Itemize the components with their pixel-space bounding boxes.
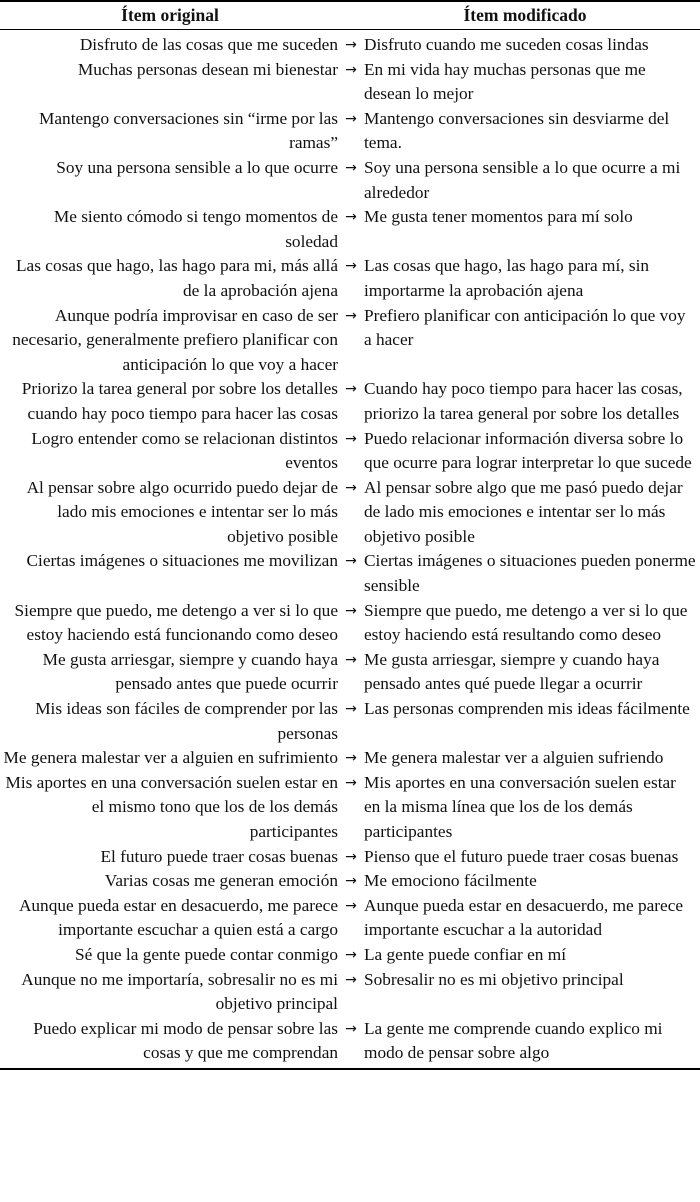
original-item-cell: Me siento cómodo si tengo momentos de soledad [53,207,338,251]
original-item-cell: Me genera malestar ver a alguien en sufrimiento [3,748,338,768]
modified-item-cell: Disfruto cuando me suceden cosas lindas [364,35,649,54]
right-arrow-icon: → [345,848,357,865]
table-row [0,894,700,943]
modified-item-cell: En mi vida hay muchas personas que me desean lo mejor [364,59,646,104]
right-arrow-icon: → [345,430,357,447]
table-row [0,869,700,894]
right-arrow-icon: → [345,1020,357,1037]
table-row [0,1017,700,1066]
table-row [0,968,700,1017]
original-item-cell: Muchas personas desean mi bienestar [77,59,338,79]
right-arrow-icon: → [345,946,357,963]
table-row [0,205,700,254]
modified-item-cell: La gente puede confiar en mí [364,944,566,964]
modified-item-cell: Puedo relacionar información diversa sobre lo que ocurre para lograr interpretar lo que sucede [364,428,692,473]
table-row [0,697,700,746]
modified-item-cell: Mis aportes en una conversación suelen estar en la misma línea que los de los demás participantes [364,772,676,841]
original-item-cell: Las cosas que hago, las hago para mi, más allá de la aprobación ajena [16,256,338,300]
table-row [0,746,700,771]
original-item-cell: Sé que la gente puede contar conmigo [75,944,338,964]
modified-item-cell: Pienso que el futuro puede traer cosas buenas [364,846,679,866]
right-arrow-icon: → [345,37,357,53]
table-row [0,156,700,205]
modified-item-cell: Siempre que puedo, me detengo a ver si lo que estoy haciendo está resultando como deseo [364,600,688,645]
right-arrow-icon: → [345,307,357,324]
original-item-cell: Aunque podría improvisar en caso de ser necesario, generalmente prefiero planificar con anticipación lo que voy a hacer [12,305,338,374]
modified-item-cell: Me emociono fácilmente [364,871,537,891]
original-item-cell: Ciertas imágenes o situaciones me movilizan [26,551,338,571]
original-item-cell: Puedo explicar mi modo de pensar sobre las cosas y que me comprendan [33,1018,338,1063]
modified-item-cell: Aunque pueda estar en desacuerdo, me parece importante escuchar a la autoridad [364,895,684,940]
table-row [0,304,700,378]
modified-item-cell: Prefiero planificar con anticipación lo que voy a hacer [364,305,686,350]
table-row [0,107,700,156]
original-item-cell: Disfruto de las cosas que me suceden [79,35,338,54]
right-arrow-icon: → [345,750,357,767]
table-row [0,58,700,107]
table-row [0,771,700,845]
modified-item-cell: Las personas comprenden mis ideas fácilmente [364,699,690,719]
modified-item-cell: Mantengo conversaciones sin desviarme del tema. [364,108,670,153]
modified-item-cell: Me genera malestar ver a alguien sufriendo [364,748,664,768]
table-row [0,845,700,870]
table-row [0,476,700,550]
original-item-cell: Varias cosas me generan emoción [104,871,338,891]
original-item-cell: Siempre que puedo, me detengo a ver si lo que estoy haciendo está funcionando como deseo [14,600,338,645]
modified-item-cell: Soy una persona sensible a lo que ocurre a mi alrededor [364,157,681,202]
table-body [0,30,700,1068]
right-arrow-icon: → [345,381,357,398]
table-row [0,648,700,697]
header-modified-item: Ítem modificado [463,5,587,25]
right-arrow-icon: → [345,209,357,226]
modified-item-cell: Me gusta tener momentos para mí solo [364,207,633,227]
modified-item-cell: Las cosas que hago, las hago para mí, sin importarme la aprobación ajena [364,256,650,300]
modified-item-cell: Sobresalir no es mi objetivo principal [364,969,624,989]
right-arrow-icon: → [345,701,357,718]
right-arrow-icon: → [345,258,357,275]
right-arrow-icon: → [345,873,357,890]
right-arrow-icon: → [345,651,357,668]
table-row [0,599,700,648]
original-item-cell: Aunque pueda estar en desacuerdo, me parece importante escuchar a quien está a cargo [18,895,338,940]
original-item-cell: Aunque no me importaría, sobresalir no es mi objetivo principal [21,969,338,1014]
header-original-item: Ítem original [121,5,219,25]
modified-item-cell: Me gusta arriesgar, siempre y cuando haya pensado antes qué puede llegar a ocurrir [364,649,660,694]
right-arrow-icon: → [345,971,357,988]
table-row [0,549,700,598]
table-row [0,33,700,58]
modified-item-cell: Cuando hay poco tiempo para hacer las cosas, priorizo la tarea general por sobre los detalles [364,379,683,423]
right-arrow-icon: → [345,479,357,496]
original-item-cell: Me gusta arriesgar, siempre y cuando haya pensado antes que puede ocurrir [42,649,338,694]
table-row [0,943,700,968]
modified-item-cell: La gente me comprende cuando explico mi modo de pensar sobre algo [364,1018,663,1063]
original-item-cell: Al pensar sobre algo ocurrido puedo dejar de lado mis emociones e intentar ser lo más objetivo posible [26,477,338,546]
right-arrow-icon: → [345,110,357,127]
right-arrow-icon: → [345,774,357,791]
original-item-cell: Mis ideas son fáciles de comprender por las personas [35,699,338,743]
right-arrow-icon: → [345,897,357,914]
original-item-cell: Soy una persona sensible a lo que ocurre [56,157,338,177]
right-arrow-icon: → [345,159,357,176]
original-item-cell: El futuro puede traer cosas buenas [100,846,338,866]
table-row [0,427,700,476]
right-arrow-icon: → [345,602,357,619]
original-item-cell: Priorizo la tarea general por sobre los detalles cuando hay poco tiempo para hacer las cosas [21,379,338,423]
original-item-cell: Logro entender como se relacionan distintos eventos [31,428,338,473]
right-arrow-icon: → [345,61,357,78]
table-row [0,254,700,303]
original-item-cell: Mantengo conversaciones sin “irme por las ramas” [39,108,338,153]
original-item-cell: Mis aportes en una conversación suelen estar en el mismo tono que los de los demás participantes [5,772,338,841]
right-arrow-icon: → [345,553,357,570]
modified-item-cell: Al pensar sobre algo que me pasó puedo dejar de lado mis emociones e intentar ser lo más objetivo posible [364,477,683,546]
table-header [0,2,700,30]
modified-item-cell: Ciertas imágenes o situaciones pueden ponerme sensible [364,551,696,596]
table-row [0,377,700,426]
